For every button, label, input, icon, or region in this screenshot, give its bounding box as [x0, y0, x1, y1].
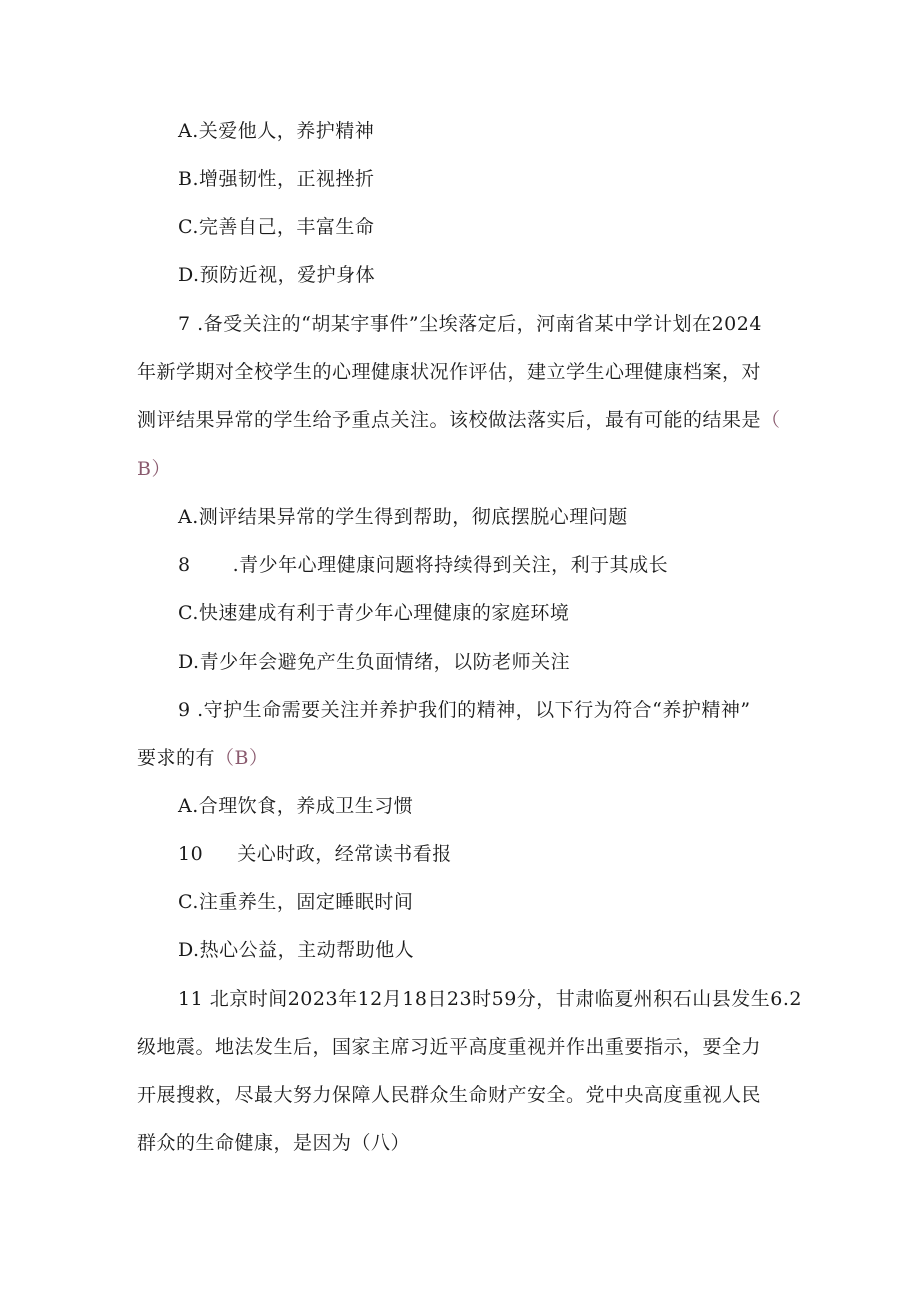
q9-option-a: A.合理饮食，养成卫生习惯	[178, 795, 414, 817]
q9-option-d: D.热心公益，主动帮助他人	[178, 939, 415, 961]
q8-text: .青少年心理健康问题将持续得到关注，利于其成长	[232, 554, 669, 576]
q6-option-a: A.关爱他人，养护精神	[178, 120, 375, 142]
q11-stem-line3: 开展搜救，尽最大努力保障人民群众生命财产安全。党中央高度重视人民	[137, 1084, 762, 1106]
q7-option-c: C.快速建成有利于青少年心理健康的家庭环境	[178, 602, 570, 624]
q9-stem-line2	[137, 746, 268, 770]
q7-stem-line1: 7 .备受关注的“胡某宇事件”尘埃落定后，河南省某中学计划在2024	[178, 313, 762, 335]
q7-option-a: A.测评结果异常的学生得到帮助，彻底摆脱心理问题	[178, 506, 628, 528]
q6-option-c: C.完善自己，丰富生命	[178, 216, 375, 238]
q7-answer-paren-open: （	[761, 409, 781, 431]
q8-number: 8	[178, 554, 191, 576]
q10-line	[178, 842, 452, 866]
q7-stem-line3-text: 测评结果异常的学生给予重点关注。该校做法落实后，最有可能的结果是	[137, 409, 762, 431]
q11-stem-line4: 群众的生命健康，是因为（八）	[137, 1132, 411, 1154]
q9-answer: （B）	[215, 747, 269, 769]
q6-option-b: B.增强韧性，正视挫折	[178, 168, 375, 190]
q6-option-d: D.预防近视，爱护身体	[178, 264, 376, 286]
q11-stem-line1: 11 北京时间2023年12月18日23时59分，甘肃临夏州积石山县发生6.2	[178, 988, 802, 1010]
q7-answer: B）	[137, 458, 171, 480]
q7-option-d: D.青少年会避免产生负面情绪，以防老师关注	[178, 651, 571, 673]
q9-option-c: C.注重养生，固定睡眠时间	[178, 891, 414, 913]
q10-number: 10	[178, 843, 204, 865]
q10-text: 关心时政，经常读书看报	[237, 843, 452, 865]
q7-stem-line3	[137, 408, 781, 432]
q9-stem-line1: 9 .守护生命需要关注并养护我们的精神，以下行为符合“养护精神”	[178, 699, 751, 721]
q9-stem-line2-text: 要求的有	[137, 747, 216, 769]
q7-stem-line2: 年新学期对全校学生的心理健康状况作评估，建立学生心理健康档案，对	[137, 361, 762, 383]
q8-line	[178, 553, 668, 577]
q11-stem-line2: 级地震。地法发生后，国家主席习近平高度重视并作出重要指示，要全力	[137, 1036, 762, 1058]
